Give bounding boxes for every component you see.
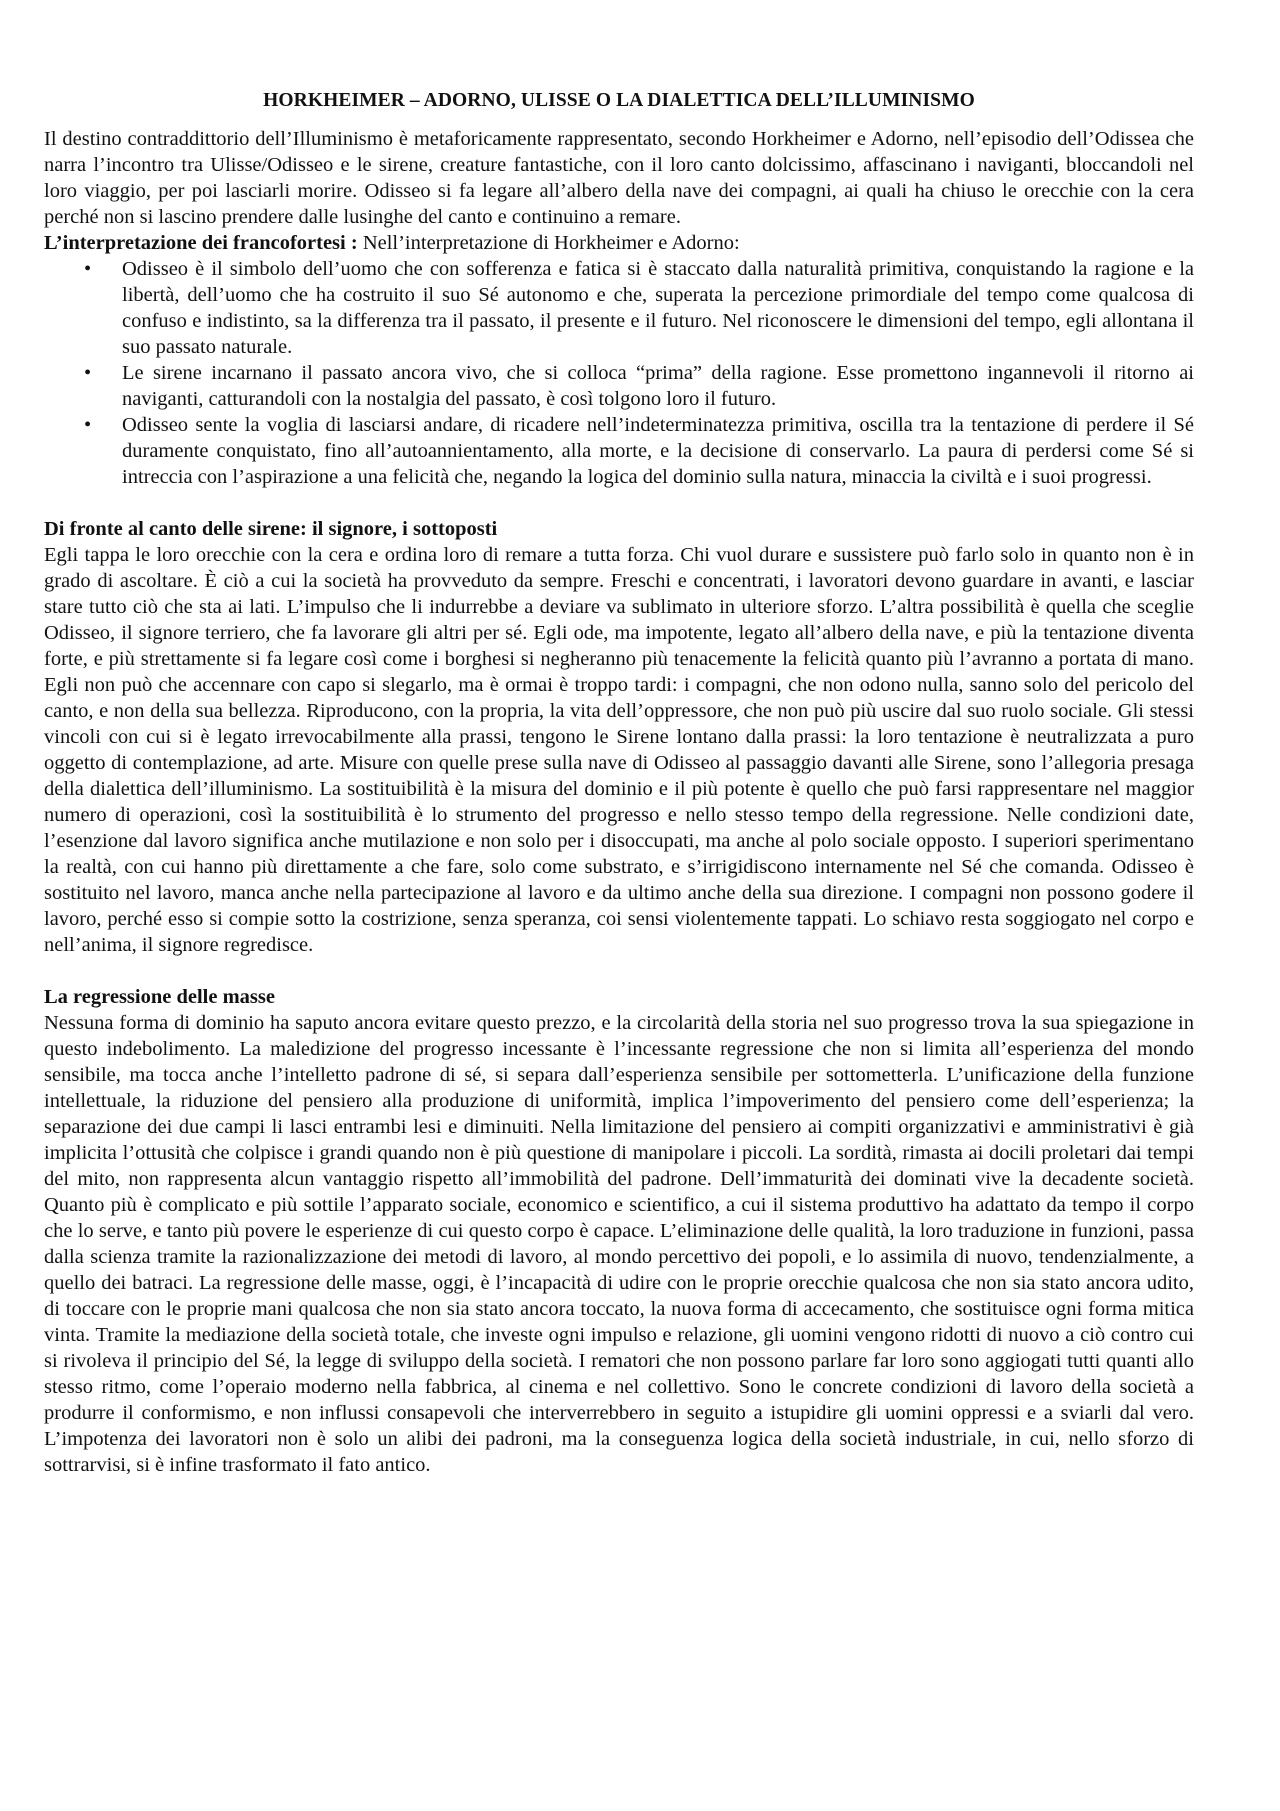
list-item	[84, 256, 1194, 360]
list-item-text: Odisseo è il simbolo dell’uomo che con sofferenza e fatica si è staccato dalla naturalità primitiva, conquistando la ragione e la libertà, dell’uomo che ha costruito il suo Sé autonomo e che, superata la percezione primordiale del tempo come qualcosa di confuso e indistinto, sa la differenza tra il passato, il presente e il futuro. Nel riconoscere le dimensioni del tempo, egli allontana il suo passato naturale.	[122, 258, 1194, 358]
bullet-icon: •	[84, 258, 92, 280]
list-item-text: Le sirene incarnano il passato ancora vivo, che si colloca “prima” della ragione. Esse promettono ingannevoli il ritorno ai naviganti, catturandoli con la nostalgia del passato, è così tolgono loro il futuro.	[122, 362, 1194, 410]
list-item-text: Odisseo sente la voglia di lasciarsi andare, di ricadere nell’indeterminatezza primitiva, oscilla tra la tentazione di perdere il Sé duramente conquistato, fino all’autoannientamento, alla morte, e la decisione di conservarlo. La paura di perdersi come Sé si intreccia con l’aspirazione a una felicità che, negando la logica del dominio sulla natura, minaccia la civiltà e i suoi progressi.	[122, 414, 1194, 488]
document-title: HORKHEIMER – ADORNO, ULISSE O LA DIALETTICA DELL’ILLUMINISMO	[263, 90, 975, 111]
list-item	[84, 412, 1194, 490]
section-heading-sirens: Di fronte al canto delle sirene: il signore, i sottoposti	[44, 518, 498, 540]
bullet-icon: •	[84, 414, 92, 436]
section-body-sirens: Egli tappa le loro orecchie con la cera e ordina loro di remare a tutta forza. Chi vuol durare e sussistere può farlo solo in quanto non è in grado di ascoltare. È ciò a cui la società ha provveduto da sempre. Freschi e concentrati, i lavoratori devono guardare in avanti, e lasciar stare tutto ciò che sta ai lati. L’impulso che li indurrebbe a deviare va sublimato in ulteriore sforzo. L’altra possibilità è quella che sceglie Odisseo, il signore terriero, che fa lavorare gli altri per sé. Egli ode, ma impotente, legato all’albero della nave, e più la tentazione diventa forte, e più strettamente si fa legare così come i borghesi si negheranno più tenacemente la felicità quanto più l’avranno a portata di mano. Egli non può che accennare con capo si slegarlo, ma è ormai è troppo tardi: i compagni, che non odono nulla, sanno solo del pericolo del canto, e non della sua bellezza. Riproducono, con la propria, la vita dell’oppressore, che non può più uscire dal suo ruolo sociale. Gli stessi vincoli con cui si è legato irrevocabilmente alla prassi, tengono le Sirene lontano dalla prassi: la loro tentazione è neutralizzata a puro oggetto di contemplazione, ad arte. Misure con quelle prese sulla nave di Odisseo al passaggio davanti alle Sirene, sono l’allegoria presaga della dialettica dell’illuminismo. La sostituibilità è la misura del dominio e il più potente è quello che può farsi rappresentare nel maggior numero di operazioni, così la sostituibilità è lo strumento del progresso e nello stesso tempo della regressione. Nelle condizioni date, l’esenzione dal lavoro significa anche mutilazione e non solo per i disoccupati, ma anche al polo sociale opposto. I superiori sperimentano la realtà, con cui hanno più direttamente a che fare, solo come substrato, e s’irrigidiscono internamente nel Sé che comanda. Odisseo è sostituito nel lavoro, manca anche nella partecipazione al lavoro e da ultimo anche della sua direzione. I compagni non possono godere il lavoro, perché esso si compie sotto la costrizione, senza speranza, coi sensi violentemente tappati. Lo schiavo resta soggiogato nel corpo e nell’anima, il signore regredisce.	[44, 544, 1194, 956]
interpretation-list	[44, 256, 1194, 490]
interpretation-lead	[44, 230, 1194, 256]
bullet-icon: •	[84, 362, 92, 384]
intro-paragraph: Il destino contraddittorio dell’Illuminismo è metaforicamente rappresentato, secondo Horkheimer e Adorno, nell’episodio dell’Odissea che narra l’incontro tra Ulisse/Odisseo e le sirene, creature fantastiche, con il loro canto dolcissimo, affascinano i naviganti, bloccandoli nel loro viaggio, per poi lasciarli morire. Odisseo si fa legare all’albero della nave dei compagni, ai quali ha chiuso le orecchie con la cera perché non si lascino prendere dalle lusinghe del canto e continuino a remare.	[44, 128, 1194, 228]
document-page	[44, 88, 1194, 1478]
list-item	[84, 360, 1194, 412]
section-heading-regression: La regressione delle masse	[44, 986, 275, 1008]
interpretation-lead-text: Nell’interpretazione di Horkheimer e Adorno:	[357, 232, 740, 254]
section-body-regression: Nessuna forma di dominio ha saputo ancora evitare questo prezzo, e la circolarità della storia nel suo progresso trova la sua spiegazione in questo indebolimento. La maledizione del progresso incessante è l’incessante regressione che non si limita all’esperienza del mondo sensibile, ma tocca anche l’intelletto padrone di sé, si separa dall’esperienza sensibile per sottometterla. L’unificazione della funzione intellettuale, la riduzione del pensiero alla produzione di uniformità, implica l’impoverimento del pensiero come dell’esperienza; la separazione dei due campi li lasci entrambi lesi e diminuiti. Nella limitazione del pensiero ai compiti organizzativi e amministrativi è già implicita l’ottusità che colpisce i grandi quando non è più questione di manipolare i piccoli. La sordità, rimasta ai docili proletari dai tempi del mito, non rappresenta alcun vantaggio rispetto all’immobilità del padrone. Dell’immaturità dei dominati vive la decadente società. Quanto più è complicato e più sottile l’apparato sociale, economico e scientifico, a cui il sistema produttivo ha adattato da tempo il corpo che lo serve, e tanto più povere le esperienze di cui questo corpo è capace. L’eliminazione delle qualità, la loro traduzione in funzioni, passa dalla scienza tramite la razionalizzazione dei metodi di lavoro, al mondo percettivo dei popoli, e lo assimila di nuovo, tendenzialmente, a quello dei batraci. La regressione delle masse, oggi, è l’incapacità di udire con le proprie orecchie qualcosa che non sia stato ancora udito, di toccare con le proprie mani qualcosa che non sia stato ancora toccato, la nuova forma di accecamento, che sostituisce ogni forma mitica vinta. Tramite la mediazione della società totale, che investe ogni impulso e relazione, gli uomini vengono ridotti di nuovo a ciò contro cui si rivoleva il principio del Sé, la legge di sviluppo della società. I rematori che non possono parlare far loro sono aggiogati tutti quanti allo stesso ritmo, come l’operaio moderno nella fabbrica, al cinema e nel collettivo. Sono le concrete condizioni di lavoro della società a produrre il conformismo, e non influssi consapevoli che interverrebbero in seguito a istupidire gli uomini oppressi e a sviarli dal vero. L’impotenza dei lavoratori non è solo un alibi dei padroni, ma la conseguenza logica della società industriale, in cui, nello sforzo di sottrarvisi, si è infine trasformato il fato antico.	[44, 1012, 1194, 1476]
interpretation-label: L’interpretazione dei francofortesi :	[44, 232, 358, 254]
